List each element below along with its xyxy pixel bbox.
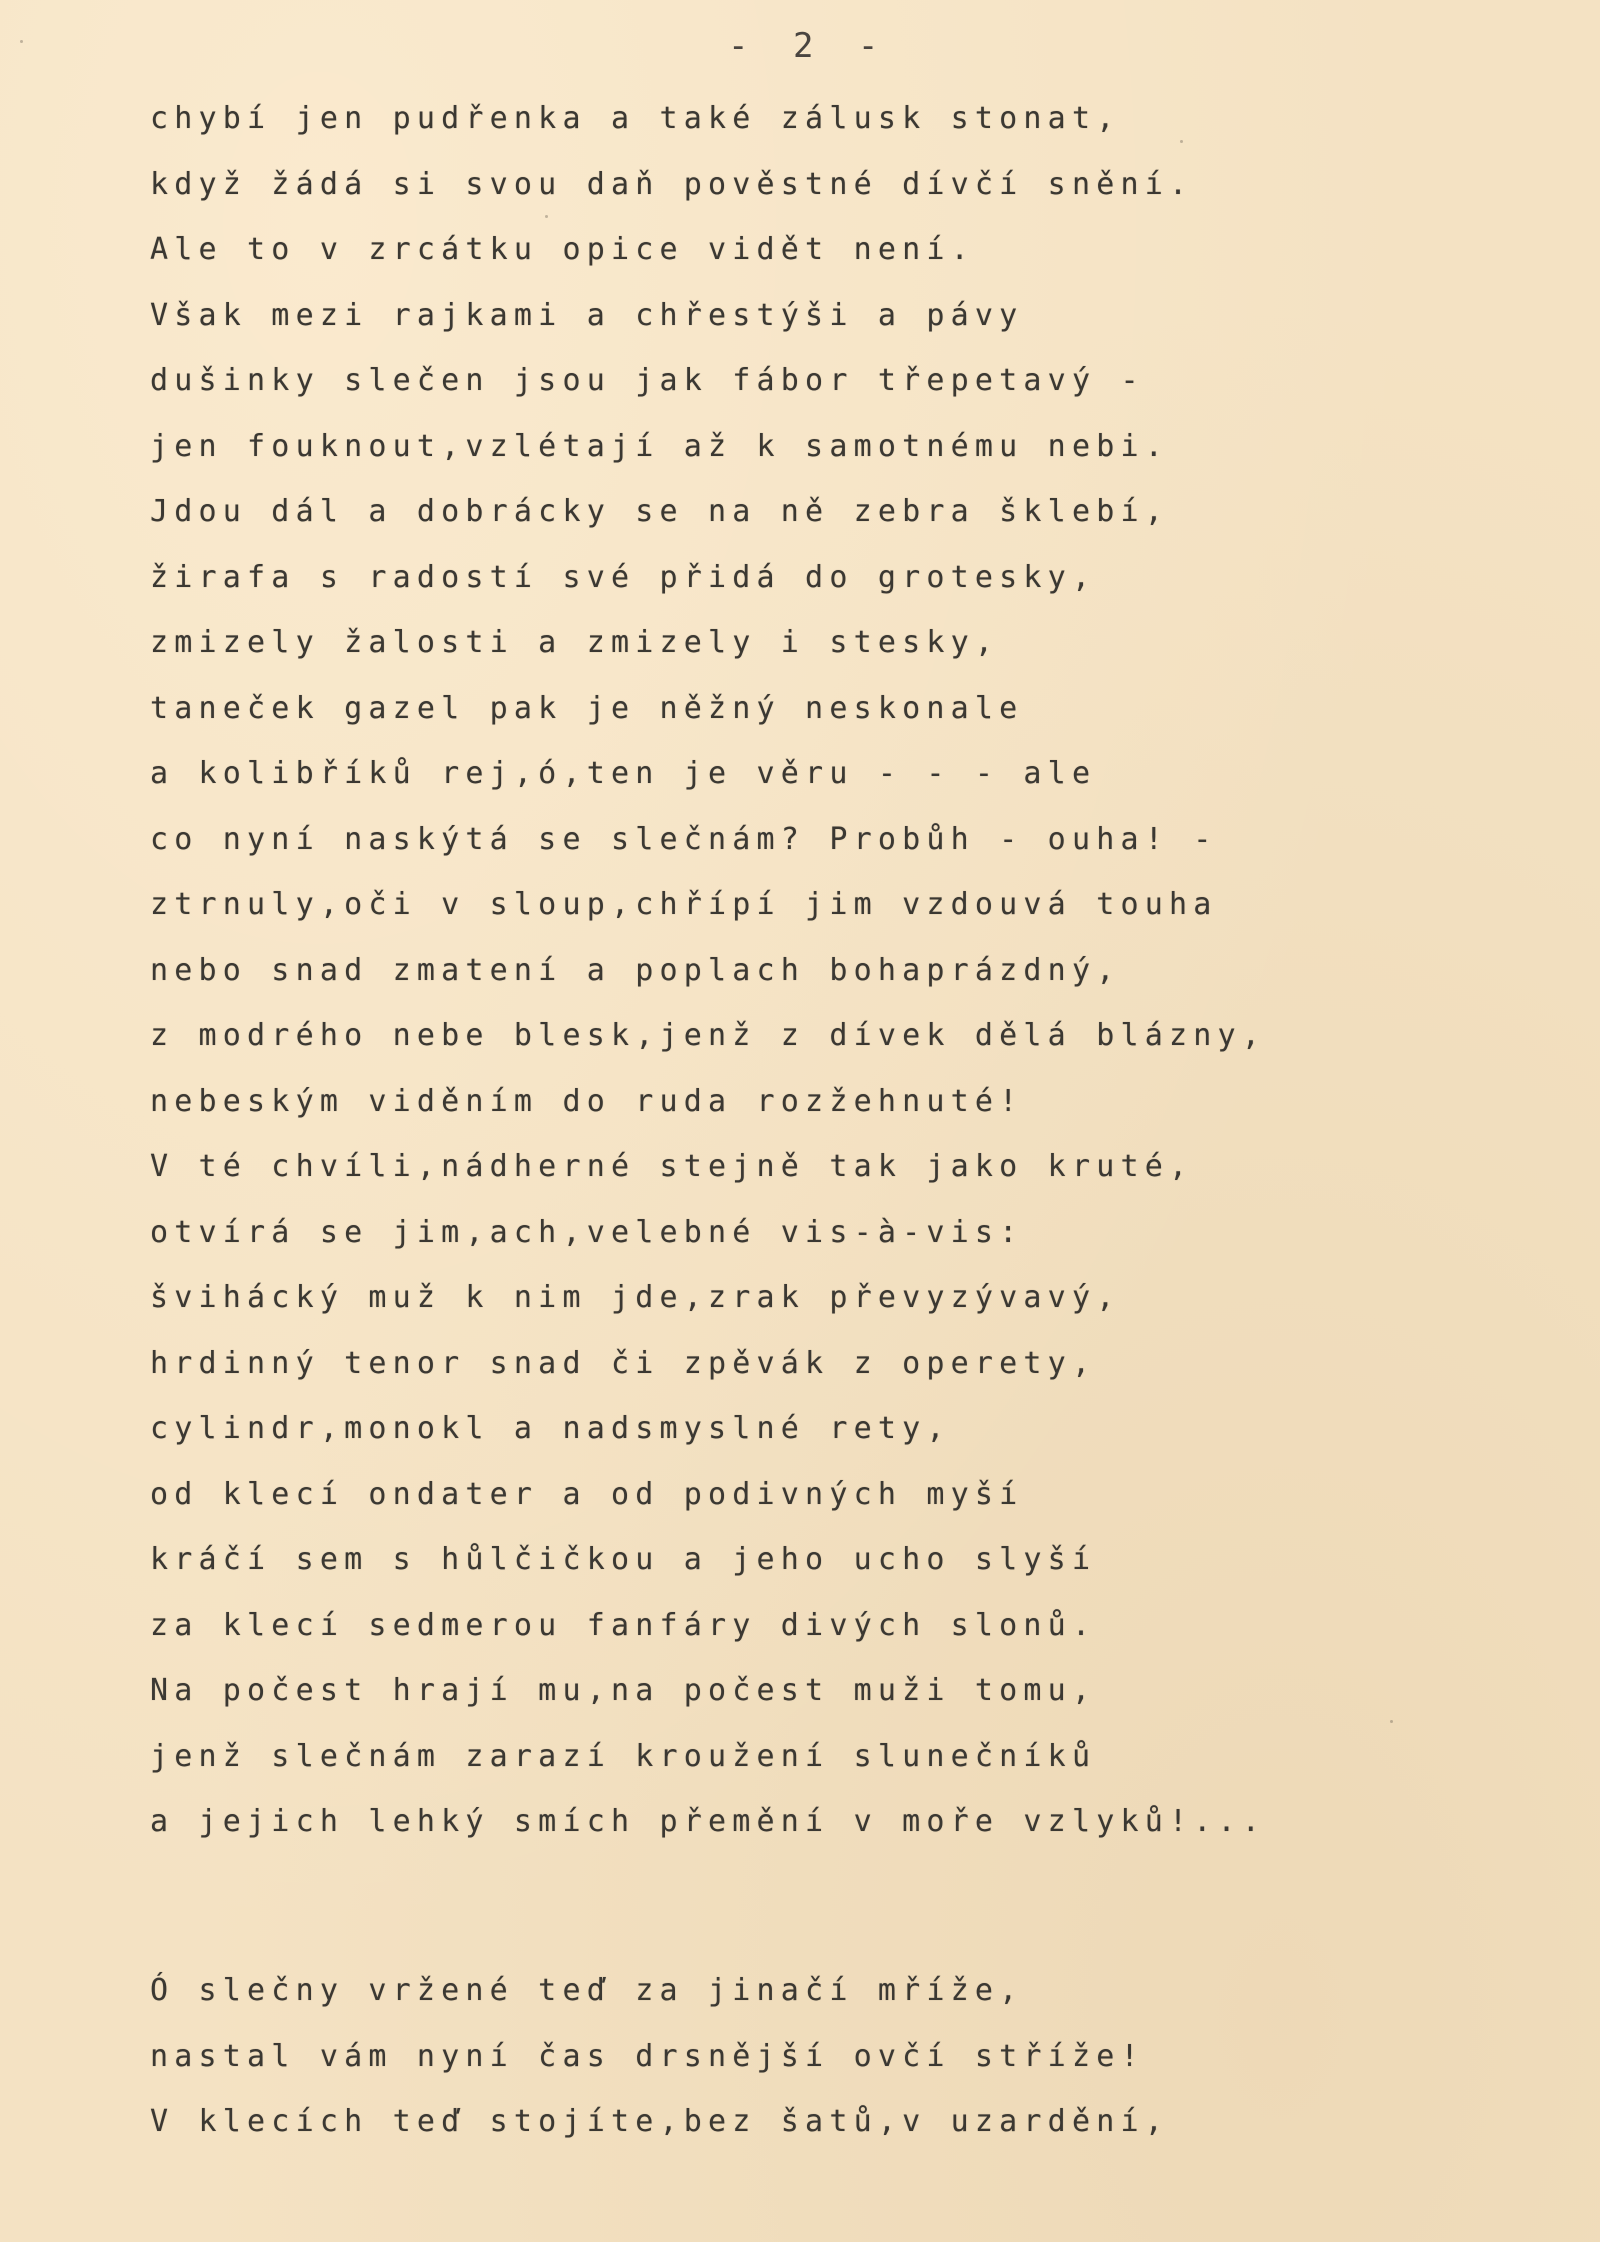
poem-line: dušinky slečen jsou jak fábor třepetavý - [150, 363, 1145, 398]
poem-line: hrdinný tenor snad či zpěvák z operety, [150, 1345, 1097, 1381]
poem-line: zmizely žalosti a zmizely i stesky, [150, 625, 1000, 660]
page-number: - 2 - [728, 26, 891, 66]
poem-line: švihácký muž k nim jde,zrak převyzývavý, [150, 1280, 1121, 1315]
poem-line: jen fouknout,vzlétají až k samotnému nebi. [150, 428, 1169, 464]
poem-line: V klecích teď stojíte,bez šatů,v uzardění, [150, 2104, 1169, 2139]
poem-line: Ó slečny vržené teď za jinačí mříže, [150, 1973, 1024, 2008]
poem-line: jenž slečnám zarazí kroužení slunečníků [150, 1738, 1097, 1774]
poem-line: když žádá si svou daň pověstné dívčí snění. [150, 166, 1194, 202]
paper-speck [1180, 140, 1183, 143]
poem-line: nebeským viděním do ruda rozžehnuté! [150, 1083, 1024, 1119]
poem-line: Jdou dál a dobrácky se na ně zebra šklebí, [150, 494, 1169, 529]
poem-line: co nyní naskýtá se slečnám? Probůh - ouha! - [150, 821, 1218, 857]
poem-line: od klecí ondater a od podivných myší [150, 1476, 1024, 1512]
poem-line: nebo snad zmatení a poplach bohaprázdný, [150, 952, 1121, 988]
poem-line: taneček gazel pak je něžný neskonale [150, 690, 1024, 726]
poem-line: nastal vám nyní čas drsnější ovčí stříže! [150, 2038, 1145, 2074]
poem-line: a kolibříků rej,ó,ten je věru - - - ale [150, 756, 1097, 791]
paper-speck [1390, 1720, 1393, 1723]
poem-line: otvírá se jim,ach,velebné vis-à-vis: [150, 1214, 1024, 1250]
poem-line: Však mezi rajkami a chřestýši a pávy [150, 297, 1024, 333]
stanza-1 [150, 86, 1266, 1855]
stanza-2 [150, 1958, 1169, 2155]
poem-line: Ale to v zrcátku opice vidět není. [150, 232, 975, 267]
poem-line: z modrého nebe blesk,jenž z dívek dělá blázny, [150, 1018, 1267, 1053]
poem-line: za klecí sedmerou fanfáry divých slonů. [150, 1607, 1097, 1643]
paper-speck [20, 40, 23, 43]
poem-line: chybí jen pudřenka a také zálusk stonat, [150, 101, 1121, 136]
poem-line: ztrnuly,oči v sloup,chřípí jim vzdouvá touha [150, 887, 1218, 922]
poem-line: žirafa s radostí své přidá do grotesky, [150, 559, 1097, 595]
poem-line: Na počest hrají mu,na počest muži tomu, [150, 1673, 1097, 1708]
poem-line: kráčí sem s hůlčičkou a jeho ucho slyší [150, 1542, 1097, 1577]
poem-line: cylindr,monokl a nadsmyslné rety, [150, 1411, 951, 1446]
poem-line: a jejich lehký smích přemění v moře vzlyků!... [150, 1804, 1267, 1839]
poem-line: V té chvíli,nádherné stejně tak jako kruté, [150, 1149, 1194, 1184]
paper-speck [545, 215, 548, 218]
